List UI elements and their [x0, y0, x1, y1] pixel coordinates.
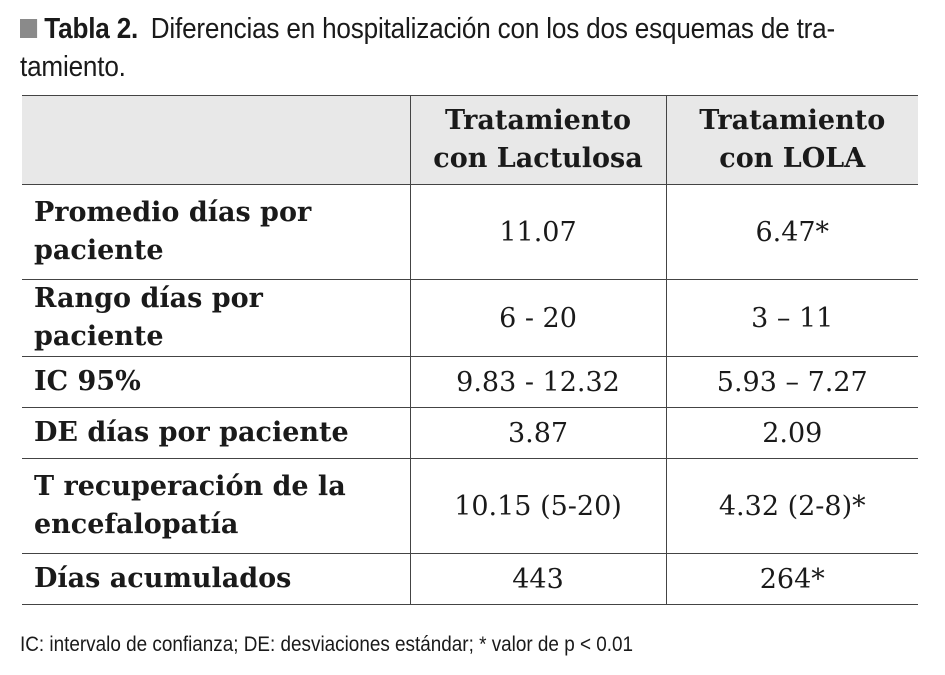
cell-lactulosa: 10.15 (5-20) — [410, 459, 666, 554]
header-cell-empty — [22, 96, 410, 185]
row-label — [22, 459, 410, 554]
row-label-line: T recuperación de la — [34, 471, 346, 502]
caption-line-2: tamiento. — [20, 51, 126, 83]
cell-lactulosa: 11.07 — [410, 185, 666, 280]
cell-lola: 2.09 — [666, 408, 918, 459]
row-label: DE días por paciente — [22, 408, 410, 459]
table-row — [22, 357, 918, 408]
table-footnote: IC: intervalo de confianza; DE: desviaciones estándar; * valor de p < 0.01 — [20, 633, 634, 656]
caption-square-icon — [20, 19, 37, 38]
row-label-line: encefalopatía — [34, 509, 239, 540]
cell-lactulosa: 443 — [410, 554, 666, 605]
row-label: Días acumulados — [22, 554, 410, 605]
header-line: Tratamiento — [699, 105, 886, 136]
table-row — [22, 185, 918, 280]
table-row — [22, 280, 918, 357]
cell-lola: 4.32 (2-8)* — [666, 459, 918, 554]
row-label-line: paciente — [34, 235, 164, 266]
table-row — [22, 554, 918, 605]
header-line: Tratamiento — [445, 105, 631, 136]
row-label — [22, 185, 410, 280]
table-row — [22, 408, 918, 459]
cell-lola: 3 – 11 — [666, 280, 918, 357]
table-caption — [20, 10, 920, 86]
header-line: con LOLA — [719, 143, 866, 174]
hospitalization-table — [22, 95, 918, 605]
table-row — [22, 459, 918, 554]
caption-label: Tabla 2. — [44, 13, 139, 45]
row-label: Rango días por paciente — [22, 280, 410, 357]
cell-lactulosa: 3.87 — [410, 408, 666, 459]
row-label: IC 95% — [22, 357, 410, 408]
caption-line-1 — [20, 10, 920, 48]
header-cell-lola — [666, 96, 918, 185]
cell-lactulosa: 9.83 - 12.32 — [410, 357, 666, 408]
cell-lola: 264* — [666, 554, 918, 605]
cell-lola: 6.47* — [666, 185, 918, 280]
row-label-line: Promedio días por — [34, 197, 312, 228]
cell-lactulosa: 6 - 20 — [410, 280, 666, 357]
table-header-row — [22, 96, 918, 185]
header-line: con Lactulosa — [433, 143, 643, 174]
header-cell-lactulosa — [410, 96, 666, 185]
cell-lola: 5.93 – 7.27 — [666, 357, 918, 408]
caption-title: Diferencias en hospitalización con los dos esquemas de tra- — [150, 13, 836, 45]
